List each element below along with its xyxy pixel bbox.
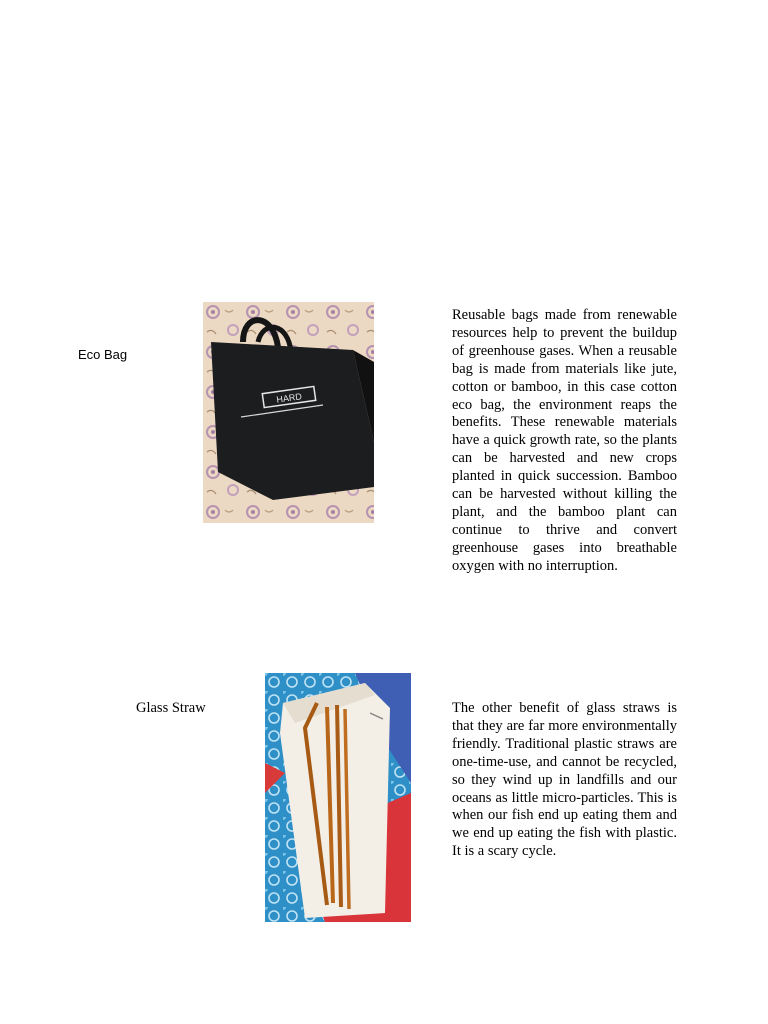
glass-straw-description: The other benefit of glass straws is that they are far more environmentally friendly. Traditional plastic straws are one-time-use, and cannot be recycled, so they wind up in landfills and our oceans as little micro-particles. This is when our fish end up eating them and we end up eating the fish with plastic. It is a scary cycle. — [452, 700, 677, 860]
eco-bag-photo — [203, 302, 374, 523]
glass-straw-photo — [265, 673, 411, 922]
bag-print-logo: HARD — [275, 391, 303, 405]
glass-straw-label: Glass Straw — [136, 700, 206, 716]
eco-bag-description: Reusable bags made from renewable resources help to prevent the buildup of greenhouse gases. When a reusable bag is made from materials like jute, cotton or bamboo, in this case cotton eco bag, the environment reaps the benefits. These renewable materials have a quick growth rate, so the plants can be harvested and new crops planted in quick succession. Bamboo can be harvested without killing the plant, and the bamboo plant can continue to thrive and convert greenhouse gases into breathable oxygen with no interruption. — [452, 307, 677, 574]
eco-bag-label: Eco Bag — [78, 347, 128, 362]
